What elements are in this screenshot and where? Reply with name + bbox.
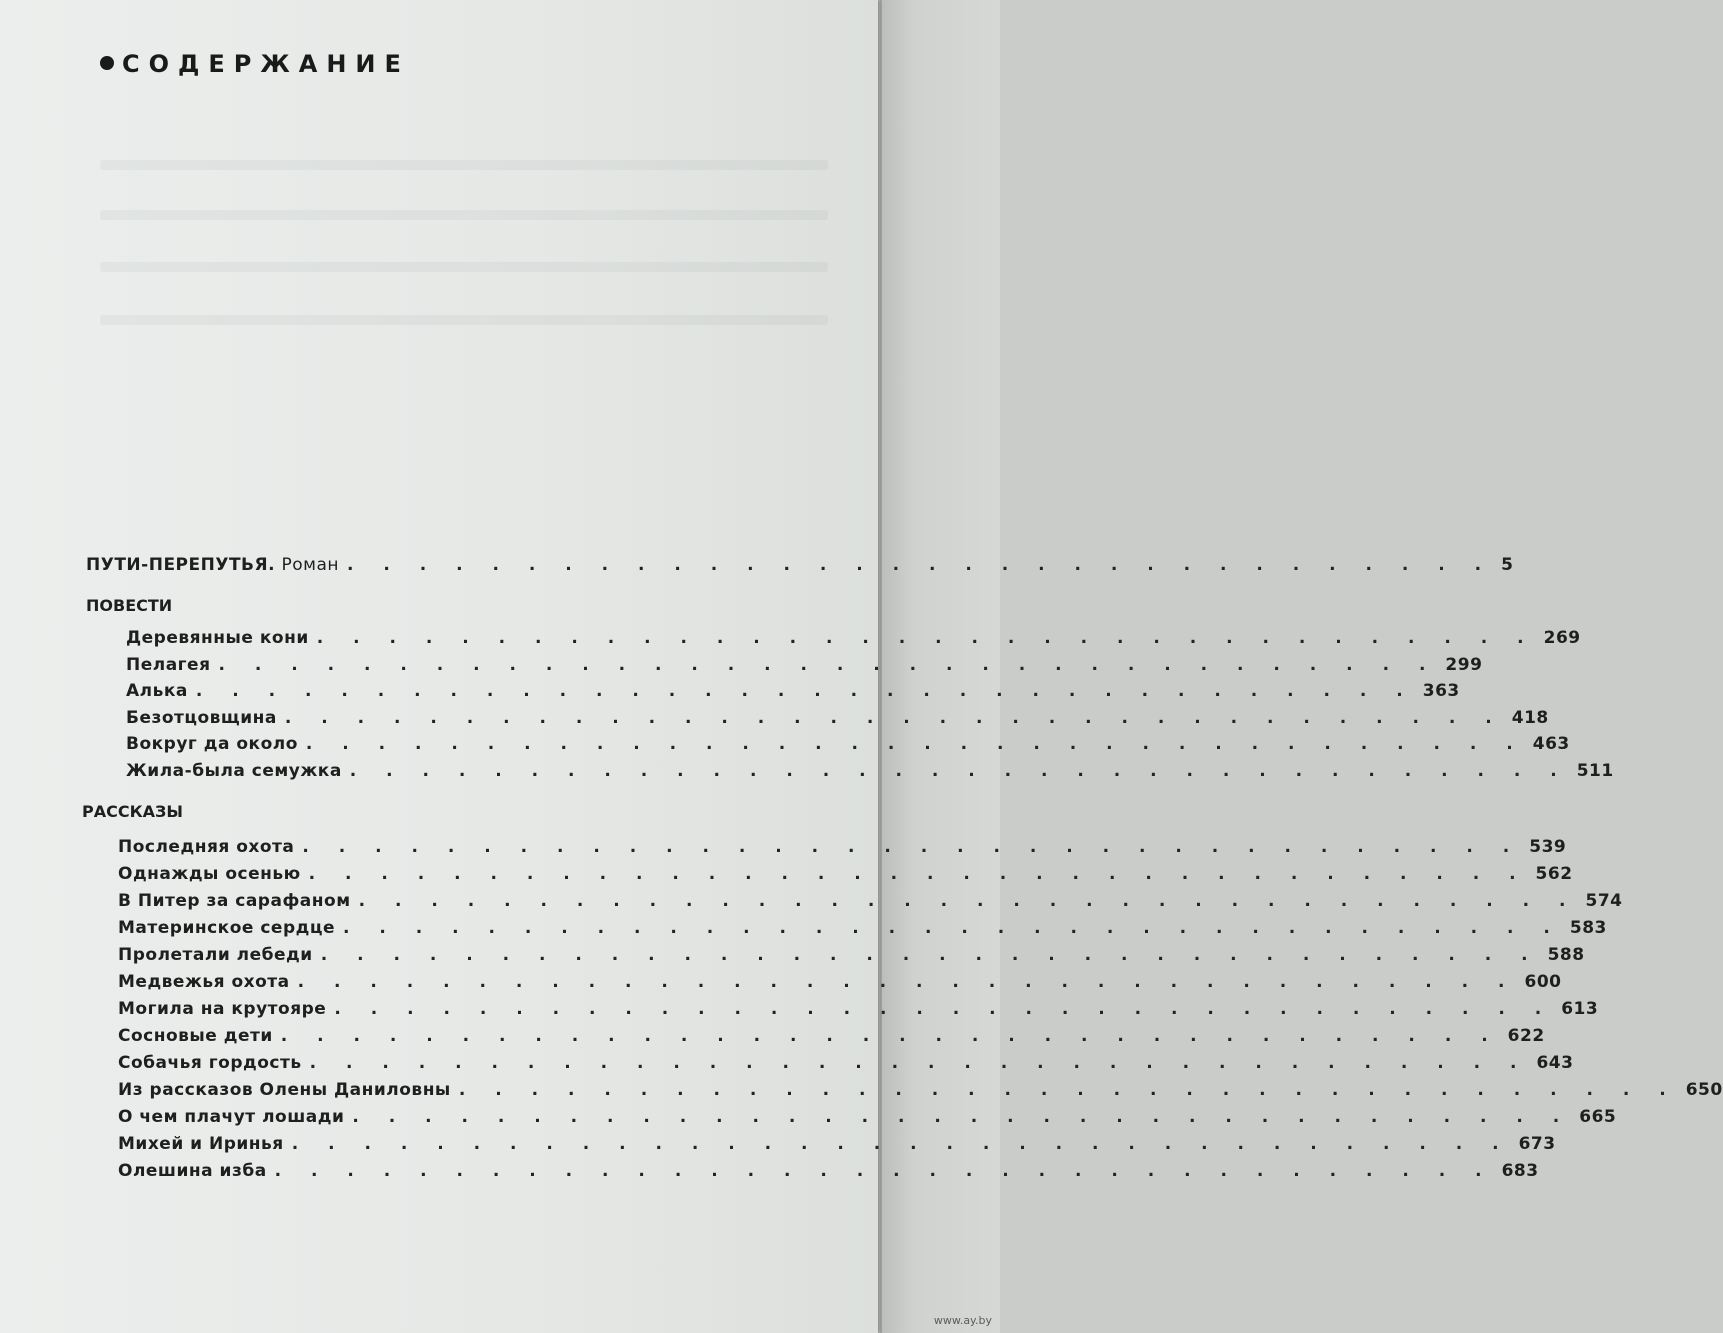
leader-dots: . . . . . . . . . . . . . . . . . . . . . . . . . . . . . . . . . . <box>309 1053 1529 1073</box>
toc-entry-page: 622 <box>1507 1026 1545 1046</box>
toc-entry-page: 363 <box>1422 681 1460 701</box>
toc-entry-title: Вокруг да около <box>126 734 298 754</box>
toc-entry-page: 299 <box>1445 654 1483 675</box>
toc-entry-page: 588 <box>1547 945 1585 965</box>
bleed-through <box>100 210 828 220</box>
toc-entry-title: Из рассказов Олены Даниловны <box>118 1080 451 1100</box>
leader-dots: . . . . . . . . . . . . . . . . . . . . . . . . . . . . . . . . . . <box>195 681 1415 701</box>
toc-entry <box>118 864 1573 890</box>
toc-entry <box>118 837 1567 863</box>
toc-entry <box>126 628 1581 654</box>
watermark: www.ay.by <box>933 1314 992 1327</box>
toc-entry-novel <box>86 555 1514 581</box>
toc-entry-page: 650 <box>1685 1080 1723 1100</box>
toc-entry-title: Последняя охота <box>118 837 295 857</box>
toc-entry <box>126 734 1570 760</box>
toc-entry <box>118 999 1599 1025</box>
toc-entry-title: Михей и Иринья <box>118 1134 284 1154</box>
leader-dots: . . . . . . . . . . . . . . . . . . . . . . . . . . . . . . . . . . <box>274 1161 1494 1181</box>
leader-dots: . . . . . . . . . . . . . . . . . . . . . . . . . . . . . . . . . . <box>334 999 1554 1019</box>
toc-entry-page: 418 <box>1511 707 1549 728</box>
toc-entry-title: Материнское сердце <box>118 918 335 938</box>
toc-entry <box>126 654 1483 681</box>
toc-entry-genre: Роман <box>281 555 340 575</box>
toc-entry <box>118 1080 1723 1106</box>
toc-entry-page: 511 <box>1576 760 1614 781</box>
bleed-through <box>100 160 828 170</box>
leader-dots: . . . . . . . . . . . . . . . . . . . . . . . . . . . . . . . . . . <box>316 628 1536 648</box>
toc-entry-page: 643 <box>1536 1053 1574 1073</box>
leader-dots: . . . . . . . . . . . . . . . . . . . . . . . . . . . . . . . . . . <box>291 1134 1511 1154</box>
leader-dots: . . . . . . . . . . . . . . . . . . . . . . . . . . . . . . . . . . <box>218 654 1438 675</box>
bleed-through <box>100 262 828 272</box>
toc-entry-title: Деревянные кони <box>126 628 309 648</box>
toc-entry-page: 539 <box>1529 837 1567 857</box>
toc-entry <box>118 972 1562 998</box>
toc-entry <box>118 1134 1556 1160</box>
leader-dots: . . . . . . . . . . . . . . . . . . . . . . . . . . . . . . . . . . <box>280 1026 1500 1046</box>
toc-entry-title: Собачья гордость <box>118 1053 302 1073</box>
section-heading-povesti: ПОВЕСТИ <box>86 596 173 615</box>
toc-entry-page: 683 <box>1501 1161 1539 1181</box>
toc-entry-page: 665 <box>1579 1107 1617 1127</box>
toc-entry-page: 583 <box>1569 918 1607 938</box>
toc-entry <box>126 760 1614 787</box>
toc-entry-title: ПУТИ-ПЕРЕПУТЬЯ. <box>86 555 276 575</box>
toc-entry-page: 673 <box>1518 1134 1556 1154</box>
toc-entry-page: 613 <box>1561 999 1599 1019</box>
page-title <box>100 50 410 78</box>
toc-entry <box>118 1026 1545 1052</box>
toc-entry-page: 574 <box>1585 891 1623 911</box>
leader-dots: . . . . . . . . . . . . . . . . . . . . . . . . . . . . . . . . . . <box>297 972 1517 992</box>
toc-entry-page: 269 <box>1543 628 1581 648</box>
toc-entry-title: Пролетали лебеди <box>118 945 313 965</box>
toc-entry-page: 562 <box>1535 864 1573 884</box>
toc-entry-title: Жила-была семужка <box>126 760 342 781</box>
toc-entry <box>118 1161 1539 1187</box>
toc-entry-title: Олешина изба <box>118 1161 267 1181</box>
leader-dots: . . . . . . . . . . . . . . . . . . . . . . . . . . . . . . . . . . <box>352 1107 1572 1127</box>
toc-entry-page: 600 <box>1524 972 1562 992</box>
leader-dots: . . . . . . . . . . . . . . . . . . . . . . . . . . . . . . . . . . <box>308 864 1528 884</box>
toc-entry-title: Сосновые дети <box>118 1026 273 1046</box>
toc-entry <box>126 681 1460 707</box>
leader-dots: . . . . . . . . . . . . . . . . . . . . . . . . . . . . . . . . . . <box>284 707 1504 728</box>
toc-entry-title: Пелагея <box>126 654 211 675</box>
leader-dots: . . . . . . . . . . . . . . . . . . . . . . . . . . . . . . . . . . <box>320 945 1540 965</box>
leader-dots: . . . . . . . . . . . . . . . . . . . . . . . . . . . . . . . . . . <box>305 734 1525 754</box>
leader-dots: . . . . . . . . . . . . . . . . . . . . . . . . . . . . . . . . . . <box>302 837 1522 857</box>
toc-entry-page: 5 <box>1501 555 1514 575</box>
section-heading-rasskazy: РАССКАЗЫ <box>82 802 183 821</box>
leader-dots: . . . . . . . . . . . . . . . . . . . . . . . . . . . . . . . . . . <box>342 918 1562 938</box>
toc-entry <box>118 891 1623 917</box>
leader-dots: . . . . . . . . . . . . . . . . . . . . . . . . . . . . . . . . . . <box>458 1080 1678 1100</box>
toc-entry <box>118 945 1585 971</box>
toc-entry-page: 463 <box>1532 734 1570 754</box>
toc-entry-title: Алька <box>126 681 188 701</box>
page-title-text: СОДЕРЖАНИЕ <box>122 50 410 78</box>
toc-entry-title: Безотцовщина <box>126 707 277 728</box>
toc-entry <box>126 707 1549 734</box>
toc-entry-title: Могила на крутояре <box>118 999 327 1019</box>
toc-entry-title: Медвежья охота <box>118 972 290 992</box>
leader-dots: . . . . . . . . . . . . . . . . . . . . . . . . . . . . . . . . . . <box>358 891 1578 911</box>
toc-entry <box>118 918 1607 944</box>
toc-entry <box>118 1053 1574 1079</box>
bullet-icon <box>100 56 114 70</box>
toc-entry-title: О чем плачут лошади <box>118 1107 345 1127</box>
toc-entry <box>118 1107 1617 1133</box>
leader-dots: . . . . . . . . . . . . . . . . . . . . . . . . . . . . . . . . . . <box>349 760 1569 781</box>
toc-entry-title: В Питер за сарафаном <box>118 891 351 911</box>
toc-entry-title: Однажды осенью <box>118 864 301 884</box>
leader-dots: . . . . . . . . . . . . . . . . . . . . . . . . . . . . . . . . <box>347 555 1494 575</box>
bleed-through <box>100 315 828 325</box>
